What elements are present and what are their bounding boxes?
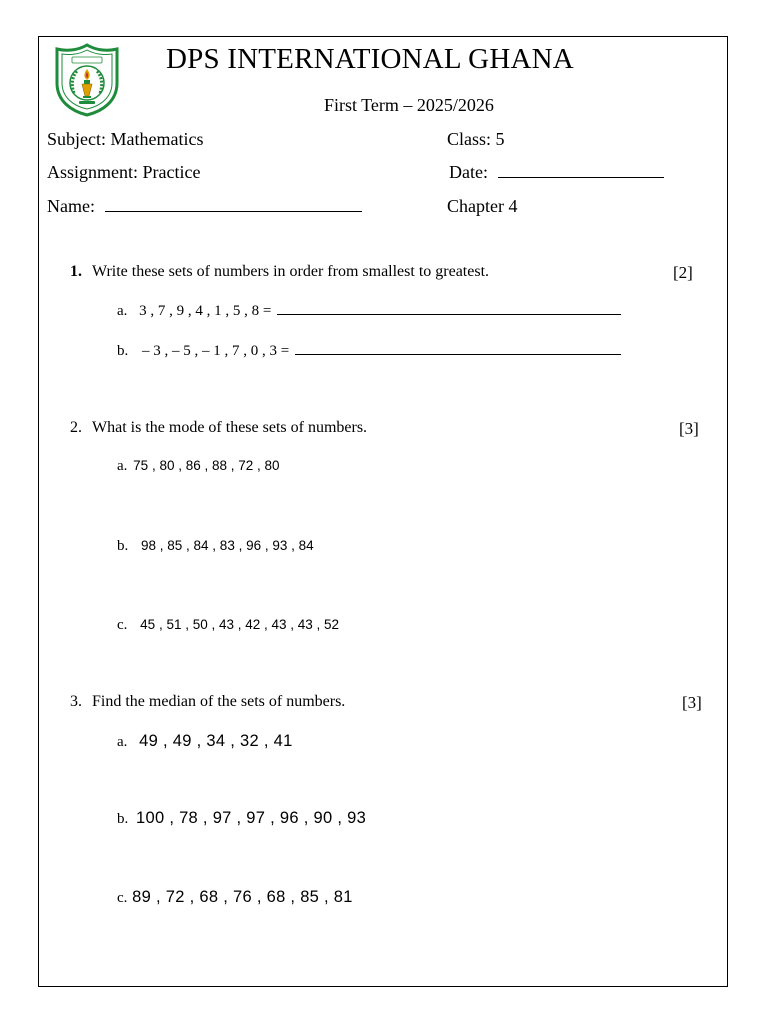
question-3-number: 3. [70,693,82,710]
part-label: a. [117,458,128,474]
part-label: b. [117,343,129,359]
question-3-text: Find the median of the sets of numbers. [92,693,346,710]
assignment-label: Assignment: Practice [47,162,201,182]
number-set: 98 , 85 , 84 , 83 , 96 , 93 , 84 [141,538,314,553]
question-1 [70,263,489,281]
question-1a [117,303,621,320]
question-2-number: 2. [70,419,82,436]
question-2 [70,419,367,437]
subject-label: Subject: Mathematics [47,129,204,149]
part-label: b. [117,811,129,827]
part-label: b. [117,538,129,554]
answer-blank[interactable] [295,354,621,355]
question-3a [117,732,293,751]
part-label: a. [117,734,128,750]
school-crest-icon [53,43,121,117]
question-2-marks: [3] [679,419,699,438]
part-label: c. [117,617,128,633]
number-set: 100 , 78 , 97 , 97 , 96 , 90 , 93 [136,809,367,827]
question-2b [117,538,314,555]
number-set: 49 , 49 , 34 , 32 , 41 [139,732,293,750]
question-1-marks: [2] [673,263,693,282]
question-1b [117,343,621,360]
number-set: 75 , 80 , 86 , 88 , 72 , 80 [133,458,280,473]
part-label: c. [117,890,128,906]
part-label: a. [117,303,128,319]
date-label: Date: [449,162,488,182]
term-label: First Term – 2025/2026 [324,95,494,115]
question-2-text: What is the mode of these sets of numbers. [92,419,368,436]
name-label: Name: [47,196,95,216]
question-1-number: 1. [70,263,82,280]
number-set: 3 , 7 , 9 , 4 , 1 , 5 , 8 = [139,303,272,319]
number-set: 89 , 72 , 68 , 76 , 68 , 85 , 81 [132,888,353,906]
question-1-text: Write these sets of numbers in order from smallest to greatest. [92,263,490,280]
date-blank[interactable] [498,177,664,178]
answer-blank[interactable] [277,314,621,315]
worksheet-page [38,36,728,987]
class-label: Class: 5 [447,129,505,149]
chapter-label: Chapter 4 [447,196,518,216]
date-field[interactable] [449,162,664,183]
question-3 [70,693,345,711]
question-2a [117,458,280,475]
name-field[interactable] [47,196,362,217]
number-set: – 3 , – 5 , – 1 , 7 , 0 , 3 = [142,343,290,359]
question-3c [117,888,353,907]
question-2c [117,617,339,634]
question-3b [117,809,366,828]
question-3-marks: [3] [682,693,702,712]
school-name: DPS INTERNATIONAL GHANA [166,43,574,75]
number-set: 45 , 51 , 50 , 43 , 42 , 43 , 43 , 52 [140,617,340,632]
name-blank[interactable] [105,211,362,212]
